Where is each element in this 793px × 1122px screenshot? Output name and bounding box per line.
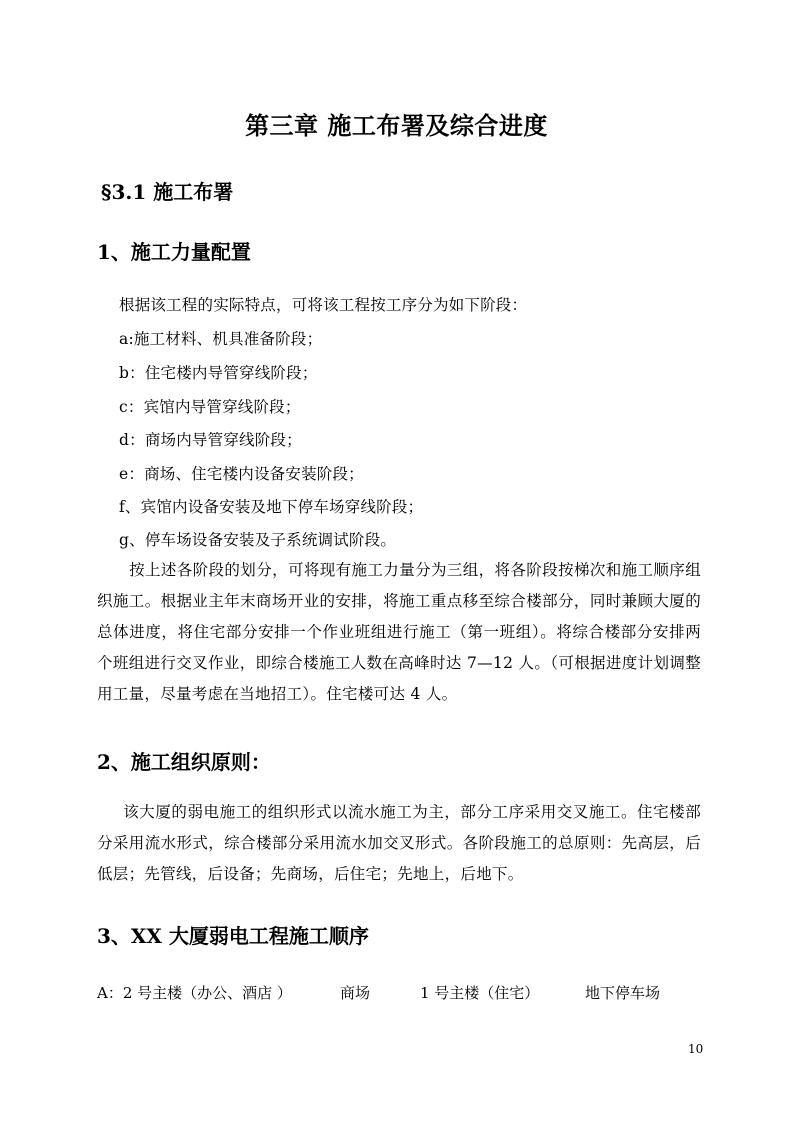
stage-item-b: b：住宅楼内导管穿线阶段； <box>119 364 318 382</box>
sequence-item-mall: 商场 <box>340 984 371 1002</box>
stage-item-d: d：商场内导管穿线阶段； <box>119 431 302 449</box>
stage-item-c: c：宾馆内导管穿线阶段； <box>119 398 301 416</box>
stage-item-g: g、停车场设备安装及子系统调试阶段。 <box>119 531 397 549</box>
subsection-heading-2: 2、施工组织原则： <box>97 750 271 774</box>
stage-item-a: a:施工材料、机具准备阶段； <box>119 330 323 348</box>
workforce-paragraph <box>97 555 701 710</box>
section-title: §3.1 施工布署 <box>101 180 234 204</box>
sequence-item-parking: 地下停车场 <box>585 984 661 1002</box>
workforce-paragraph-text: 按上述各阶段的划分，可将现有施工力量分为三组，将各阶段按梯次和施工顺序组织施工。根据业主年末商场开业的安排，将施工重点移至综合楼部分，同时兼顾大厦的总体进度，将住宅部分安排一个作业班组进行施工（第一班组）。将综合楼部分安排两个班组进行交叉作业，即综合楼施工人数在高峰时达 7—12 人。（可根据进度计划调整用工量，尽量考虑在当地招工）。住宅楼可达 4 人。 <box>97 561 701 703</box>
sequence-item-residential: 1 号主楼（住宅） <box>420 984 540 1002</box>
principles-paragraph-text: 该大厦的弱电施工的组织形式以流水施工为主，部分工序采用交叉施工。住宅楼部分采用流水形式，综合楼部分采用流水加交叉形式。各阶段施工的总原则：先高层，后低层；先管线，后设备；先商场，后住宅；先地上，后地下。 <box>97 803 701 883</box>
principles-paragraph <box>97 797 701 890</box>
subsection-heading-3: 3、XX 大厦弱电工程施工顺序 <box>97 924 369 948</box>
chapter-title: 第三章 施工布署及综合进度 <box>245 111 548 140</box>
intro-line: 根据该工程的实际特点，可将该工程按工序分为如下阶段： <box>119 296 528 314</box>
page-number: 10 <box>688 1042 704 1056</box>
sequence-label: A：2 号主楼（办公、酒店 ） <box>97 984 292 1002</box>
stage-item-e: e：商场、住宅楼内设备安装阶段； <box>119 465 364 483</box>
stage-item-f: f、宾馆内设备安装及地下停车场穿线阶段； <box>119 498 424 516</box>
subsection-heading-1: 1、施工力量配置 <box>97 240 251 264</box>
